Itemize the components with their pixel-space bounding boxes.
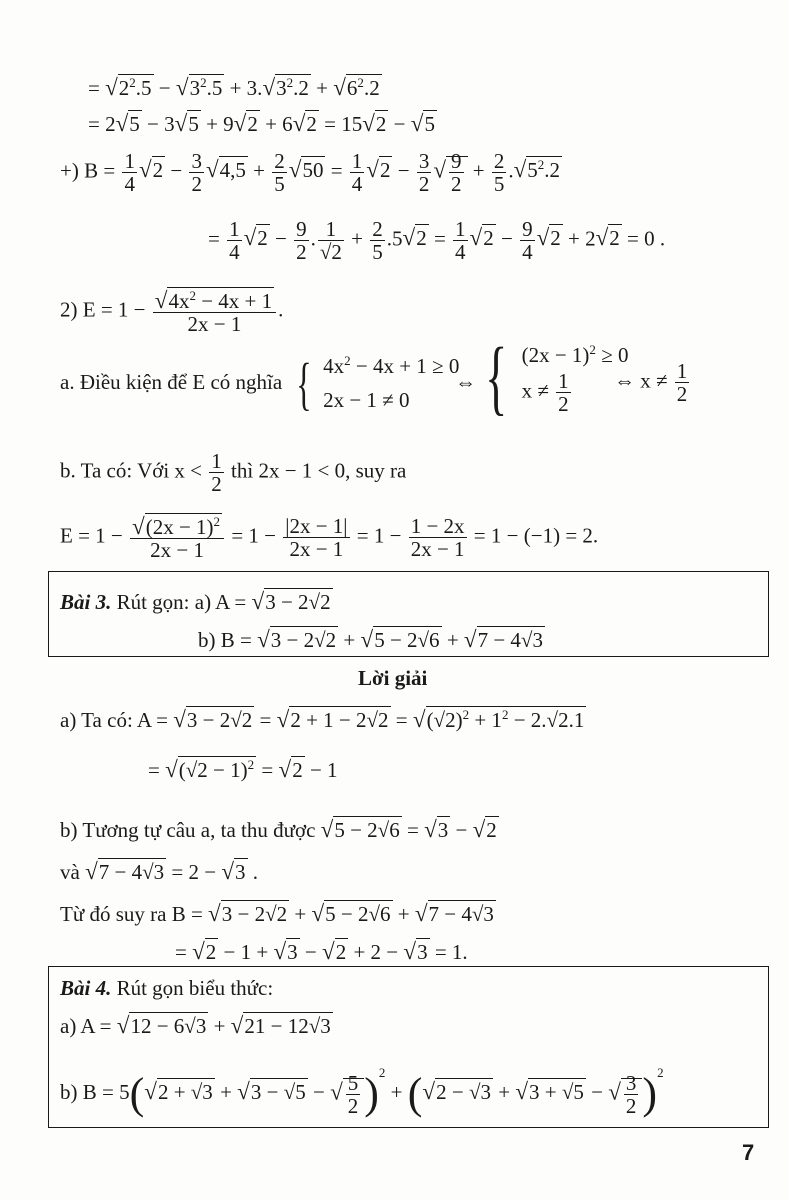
condition-system-2: { $(2x - 1)^2 \ge 0$ x ≠ $\frac{1}{2}$ <box>485 331 629 424</box>
solution-a-line-2: = $√(√2 - 1)^2 = √2 - 1$ <box>148 756 338 782</box>
exercise-3-title: Bài 3. <box>60 590 112 614</box>
line-1: = $√2^2.5 - √3^2.5 + 3.√3^2.2 + √6^2.2$ <box>88 74 380 100</box>
solution-heading: Lời giải <box>358 666 428 690</box>
exercise-3-line-1: Bài 3. Rút gọn: a) A = √3 − 2√2 <box>60 588 331 614</box>
line-3: +) B = $\frac{1}{4}$ √2 − $\frac{3}{2}$ √4,5 + $\frac{2}{5}$ √50 = $\frac{1}{4}$ √2 − $\frac{3}{2}$ √ $\frac{9}{2}$ + $\frac{2}{5}$ $.√5^2.2$ <box>60 149 561 197</box>
equiv-2: ⇔ x ≠ $\frac{1}{2}$ <box>614 359 688 407</box>
exercise-4-line-1 <box>60 978 273 999</box>
exercise-4-a: a) A = √12 − 6√3 + √21 − 12√3 <box>60 1012 331 1038</box>
solution-b-line-2: và √7 − 4√3 = 2 − √3 . <box>60 858 259 884</box>
line-5: 2) E = 1 − $\frac{√4x^2 - 4x + 1}{2x - 1}$ . <box>60 287 284 337</box>
line-7: b. Ta có: Với x < $\frac{1}{2}$ thì 2x − 1 < 0, suy ra <box>60 449 407 497</box>
solution-b-line-4: = √2 − 1 + √3 − √2 + 2 − √3 = 1. <box>175 938 468 964</box>
line-4: = $\frac{1}{4}$ √2 − $\frac{9}{2}$ . $\frac{1}{√2}$ + $\frac{2}{5}$ .5√2 = $\frac{1}{4}$ √2 − $\frac{9}{4}$ √2 + 2√2 = 0 . <box>208 217 666 265</box>
exercise-4-b: b) B = 5(√2 + √3 + √3 − √5 − √ $\frac{5}{2}$ )$^2$ + (√2 − √3 + √3 + √5 − √ $\frac{3}{2}$ )$^2$ <box>60 1065 664 1119</box>
solution-b-line-1: b) Tương tự câu a, ta thu được √5 − 2√6 = √3 − √2 <box>60 816 497 842</box>
exercise-4-prompt: Rút gọn biểu thức: <box>116 976 274 1000</box>
line-2: = 2√5 − 3√5 + 9√2 + 6√2 = 15√2 − √5 <box>88 110 435 136</box>
page-number: 7 <box>742 1140 755 1165</box>
equiv-1: ⇔ <box>455 370 476 394</box>
exercise-3-line-2: b) B = √3 − 2√2 + √5 − 2√6 + √7 − 4√3 <box>198 626 543 652</box>
line-8: E = 1 − $\frac{√(2x - 1)^2}{2x - 1}$ = 1 − $\frac{|2x - 1|}{2x - 1}$ = 1 − $\frac{1 - 2x}{2x - 1}$ = 1 − (−1) = 2. <box>60 513 599 563</box>
condition-system-1: { $4x^2 - 4x + 1 \ge 0$ 2x − 1 ≠ 0 <box>296 350 460 416</box>
line-6: a. Điều kiện để E có nghĩa <box>60 370 283 394</box>
solution-a-line-1: a) Ta có: $A = √3 - 2√2 = √2 + 1 - 2√2 = √(√2)^2 + 1^2 - 2.√2.1$ <box>60 706 585 732</box>
exercise-4-title: Bài 4. <box>60 976 112 1000</box>
solution-b-line-3: Từ đó suy ra B = √3 − 2√2 + √5 − 2√6 + √7 − 4√3 <box>60 900 494 926</box>
